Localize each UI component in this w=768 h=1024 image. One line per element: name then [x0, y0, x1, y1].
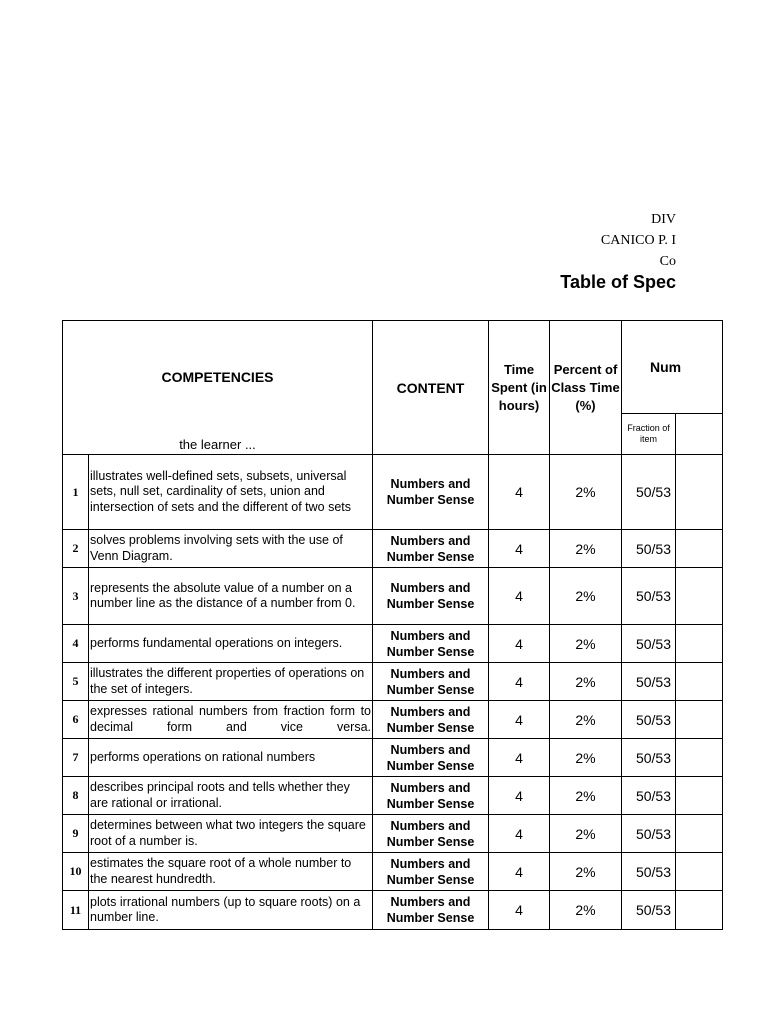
table-row [63, 815, 723, 853]
table-row [63, 853, 723, 891]
content-cell: Numbers and Number Sense [373, 625, 489, 663]
time-spent-cell: 4 [489, 777, 550, 815]
table-body [63, 455, 723, 930]
row-number: 8 [63, 777, 89, 815]
time-spent-cell: 4 [489, 853, 550, 891]
competency-cell: describes principal roots and tells whether they are rational or irrational. [89, 777, 373, 815]
percent-cell: 2% [550, 455, 622, 530]
percent-cell: 2% [550, 568, 622, 625]
competencies-header [63, 321, 373, 455]
content-cell: Numbers and Number Sense [373, 777, 489, 815]
empty-header-cell [676, 414, 723, 455]
table-row [63, 777, 723, 815]
empty-cell [676, 891, 723, 930]
fraction-cell: 50/53 [622, 777, 676, 815]
content-cell: Numbers and Number Sense [373, 530, 489, 568]
empty-cell [676, 455, 723, 530]
competency-cell: performs operations on rational numbers [89, 739, 373, 777]
percent-class-time-header: Percent of Class Time (%) [550, 321, 622, 455]
fraction-cell: 50/53 [622, 568, 676, 625]
row-number: 3 [63, 568, 89, 625]
table-row [63, 530, 723, 568]
percent-cell: 2% [550, 815, 622, 853]
fraction-cell: 50/53 [622, 739, 676, 777]
time-spent-cell: 4 [489, 815, 550, 853]
document-title: Table of Spec [560, 272, 676, 292]
fraction-cell: 50/53 [622, 455, 676, 530]
fraction-cell: 50/53 [622, 891, 676, 930]
header-subline: Co [659, 254, 676, 269]
empty-cell [676, 739, 723, 777]
school-name-line: CANICO P. I [600, 233, 676, 248]
competency-cell: expresses rational numbers from fraction form to decimal form and vice versa. [89, 701, 373, 739]
competency-cell: represents the absolute value of a number on a number line as the distance of a number from 0. [89, 568, 373, 625]
percent-cell: 2% [550, 625, 622, 663]
row-number: 2 [63, 530, 89, 568]
percent-cell: 2% [550, 891, 622, 930]
empty-cell [676, 530, 723, 568]
time-spent-cell: 4 [489, 530, 550, 568]
competency-cell: performs fundamental operations on integers. [89, 625, 373, 663]
time-spent-cell: 4 [489, 891, 550, 930]
content-cell: Numbers and Number Sense [373, 739, 489, 777]
fraction-cell: 50/53 [622, 530, 676, 568]
row-number: 9 [63, 815, 89, 853]
empty-cell [676, 701, 723, 739]
table-row [63, 739, 723, 777]
fraction-cell: 50/53 [622, 663, 676, 701]
time-spent-cell: 4 [489, 663, 550, 701]
competency-cell: illustrates the different properties of operations on the set of integers. [89, 663, 373, 701]
competency-cell: estimates the square root of a whole number to the nearest hundredth. [89, 853, 373, 891]
empty-cell [676, 625, 723, 663]
content-cell: Numbers and Number Sense [373, 701, 489, 739]
competency-cell: determines between what two integers the square root of a number is. [89, 815, 373, 853]
competency-cell: plots irrational numbers (up to square roots) on a number line. [89, 891, 373, 930]
content-cell: Numbers and Number Sense [373, 853, 489, 891]
content-cell: Numbers and Number Sense [373, 663, 489, 701]
empty-cell [676, 663, 723, 701]
time-spent-cell: 4 [489, 568, 550, 625]
percent-cell: 2% [550, 853, 622, 891]
row-number: 4 [63, 625, 89, 663]
content-cell: Numbers and Number Sense [373, 891, 489, 930]
percent-cell: 2% [550, 777, 622, 815]
percent-cell: 2% [550, 530, 622, 568]
competencies-header-label: COMPETENCIES [161, 369, 274, 385]
table-row [63, 891, 723, 930]
row-number: 6 [63, 701, 89, 739]
empty-cell [676, 815, 723, 853]
time-spent-header: Time Spent (in hours) [489, 321, 550, 455]
fraction-cell: 50/53 [622, 625, 676, 663]
table-row [63, 663, 723, 701]
time-spent-cell: 4 [489, 625, 550, 663]
table-row [63, 568, 723, 625]
fraction-cell: 50/53 [622, 815, 676, 853]
number-header: Num [622, 321, 723, 414]
row-number: 5 [63, 663, 89, 701]
percent-cell: 2% [550, 739, 622, 777]
table-row [63, 455, 723, 530]
empty-cell [676, 853, 723, 891]
table-row [63, 701, 723, 739]
row-number: 10 [63, 853, 89, 891]
specifications-table-area [62, 320, 682, 940]
content-cell: Numbers and Number Sense [373, 815, 489, 853]
specifications-table [62, 320, 723, 930]
fraction-of-item-header: Fraction of item [622, 414, 676, 455]
content-cell: Numbers and Number Sense [373, 455, 489, 530]
empty-cell [676, 777, 723, 815]
table-row [63, 625, 723, 663]
row-number: 1 [63, 455, 89, 530]
fraction-cell: 50/53 [622, 701, 676, 739]
competencies-header-sub: the learner ... [179, 437, 256, 452]
row-number: 11 [63, 891, 89, 930]
row-number: 7 [63, 739, 89, 777]
percent-cell: 2% [550, 663, 622, 701]
empty-cell [676, 568, 723, 625]
division-header-line: DIV [651, 212, 676, 227]
time-spent-cell: 4 [489, 455, 550, 530]
content-header: CONTENT [373, 321, 489, 455]
competency-cell: illustrates well-defined sets, subsets, universal sets, null set, cardinality of sets, union and intersection of sets and the different of two sets [89, 455, 373, 530]
percent-cell: 2% [550, 701, 622, 739]
time-spent-cell: 4 [489, 701, 550, 739]
time-spent-cell: 4 [489, 739, 550, 777]
competency-cell: solves problems involving sets with the use of Venn Diagram. [89, 530, 373, 568]
content-cell: Numbers and Number Sense [373, 568, 489, 625]
table-header-row [63, 321, 723, 414]
fraction-cell: 50/53 [622, 853, 676, 891]
